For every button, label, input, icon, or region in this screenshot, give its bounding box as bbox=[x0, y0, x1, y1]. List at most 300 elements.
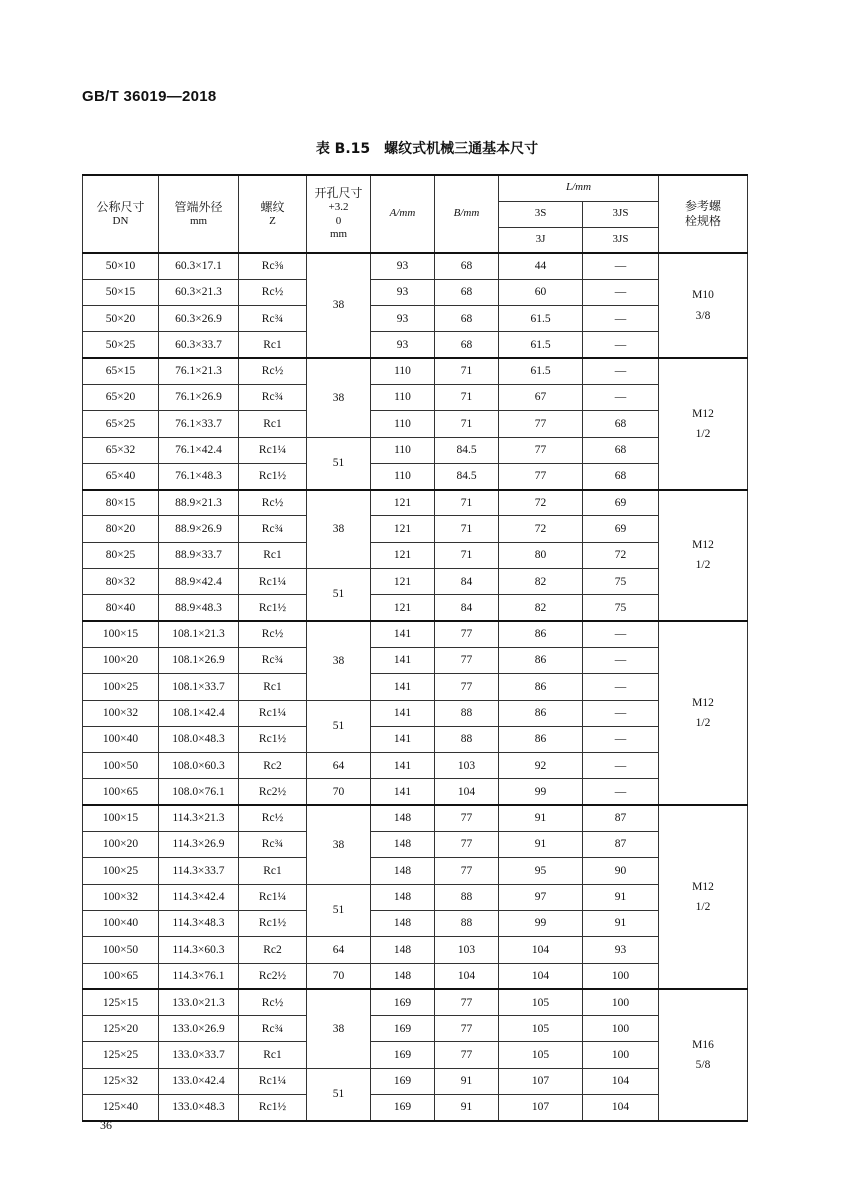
cell-a: 93 bbox=[371, 253, 435, 279]
cell-outer-diameter: 114.3×76.1 bbox=[159, 963, 239, 989]
header-a bbox=[371, 175, 435, 253]
cell-a: 148 bbox=[371, 963, 435, 989]
cell-l-3s: 86 bbox=[499, 647, 583, 673]
bolt-spec: M12 bbox=[692, 407, 714, 420]
cell-l-3js: 69 bbox=[583, 490, 659, 516]
cell-b: 84.5 bbox=[435, 437, 499, 463]
cell-l-3s: 80 bbox=[499, 542, 583, 568]
cell-thread: Rc¾ bbox=[239, 647, 307, 673]
cell-a: 121 bbox=[371, 569, 435, 595]
cell-hole-size: 70 bbox=[307, 963, 371, 989]
cell-outer-diameter: 60.3×33.7 bbox=[159, 332, 239, 358]
header-outer-diameter bbox=[159, 175, 239, 253]
cell-thread: Rc1 bbox=[239, 542, 307, 568]
cell-l-3js: 91 bbox=[583, 910, 659, 936]
cell-b: 77 bbox=[435, 621, 499, 647]
cell-a: 121 bbox=[371, 595, 435, 621]
cell-outer-diameter: 114.3×33.7 bbox=[159, 858, 239, 884]
cell-b: 88 bbox=[435, 700, 499, 726]
cell-a: 121 bbox=[371, 542, 435, 568]
table-row bbox=[83, 490, 748, 516]
cell-b: 71 bbox=[435, 490, 499, 516]
cell-thread: Rc1½ bbox=[239, 463, 307, 489]
cell-a: 141 bbox=[371, 753, 435, 779]
cell-thread: Rc1½ bbox=[239, 726, 307, 752]
cell-dn: 125×32 bbox=[83, 1068, 159, 1094]
table-body bbox=[83, 253, 748, 1121]
cell-a: 110 bbox=[371, 437, 435, 463]
cell-outer-diameter: 88.9×33.7 bbox=[159, 542, 239, 568]
table-row bbox=[83, 1042, 748, 1068]
header-l-3js-top-label: 3JS bbox=[612, 207, 629, 220]
cell-a: 169 bbox=[371, 1068, 435, 1094]
table-row bbox=[83, 542, 748, 568]
table-header bbox=[83, 175, 748, 253]
cell-a: 110 bbox=[371, 411, 435, 437]
cell-thread: Rc¾ bbox=[239, 306, 307, 332]
cell-thread: Rc2½ bbox=[239, 963, 307, 989]
cell-l-3js: 100 bbox=[583, 1042, 659, 1068]
cell-l-3s: 82 bbox=[499, 569, 583, 595]
cell-outer-diameter: 114.3×60.3 bbox=[159, 937, 239, 963]
cell-dn: 50×10 bbox=[83, 253, 159, 279]
cell-l-3s: 99 bbox=[499, 910, 583, 936]
cell-a: 93 bbox=[371, 306, 435, 332]
bolt-spec: M12 bbox=[692, 696, 714, 709]
cell-b: 104 bbox=[435, 963, 499, 989]
cell-bolt bbox=[659, 805, 748, 989]
table-row bbox=[83, 779, 748, 805]
table-row bbox=[83, 674, 748, 700]
cell-l-3js: 72 bbox=[583, 542, 659, 568]
cell-b: 77 bbox=[435, 832, 499, 858]
cell-a: 169 bbox=[371, 1016, 435, 1042]
table-row bbox=[83, 358, 748, 384]
cell-l-3js: 68 bbox=[583, 411, 659, 437]
cell-thread: Rc⅜ bbox=[239, 253, 307, 279]
cell-b: 91 bbox=[435, 1095, 499, 1121]
cell-b: 84 bbox=[435, 595, 499, 621]
header-l-3j bbox=[499, 227, 583, 253]
cell-dn: 125×25 bbox=[83, 1042, 159, 1068]
cell-l-3js: 68 bbox=[583, 463, 659, 489]
table-row bbox=[83, 279, 748, 305]
bolt-spec: M10 bbox=[692, 289, 714, 302]
cell-l-3s: 61.5 bbox=[499, 358, 583, 384]
cell-l-3js: 75 bbox=[583, 569, 659, 595]
table-row bbox=[83, 647, 748, 673]
cell-a: 148 bbox=[371, 832, 435, 858]
cell-a: 110 bbox=[371, 463, 435, 489]
cell-dn: 80×20 bbox=[83, 516, 159, 542]
cell-dn: 50×20 bbox=[83, 306, 159, 332]
cell-b: 103 bbox=[435, 937, 499, 963]
cell-a: 141 bbox=[371, 621, 435, 647]
cell-outer-diameter: 76.1×42.4 bbox=[159, 437, 239, 463]
cell-outer-diameter: 114.3×26.9 bbox=[159, 832, 239, 858]
cell-l-3s: 61.5 bbox=[499, 306, 583, 332]
cell-outer-diameter: 133.0×21.3 bbox=[159, 989, 239, 1015]
cell-outer-diameter: 88.9×42.4 bbox=[159, 569, 239, 595]
cell-l-3s: 72 bbox=[499, 490, 583, 516]
header-l-3s bbox=[499, 201, 583, 227]
cell-l-3js: — bbox=[583, 726, 659, 752]
cell-b: 77 bbox=[435, 858, 499, 884]
bolt-spec: M12 bbox=[692, 539, 714, 552]
cell-b: 77 bbox=[435, 805, 499, 831]
cell-b: 71 bbox=[435, 358, 499, 384]
cell-dn: 65×32 bbox=[83, 437, 159, 463]
cell-l-3js: — bbox=[583, 700, 659, 726]
cell-l-3s: 105 bbox=[499, 1016, 583, 1042]
cell-thread: Rc1¼ bbox=[239, 1068, 307, 1094]
cell-dn: 100×32 bbox=[83, 700, 159, 726]
cell-b: 84.5 bbox=[435, 463, 499, 489]
header-hole-tol-upper: +3.2 bbox=[328, 200, 349, 213]
cell-hole-size: 64 bbox=[307, 753, 371, 779]
cell-l-3s: 86 bbox=[499, 700, 583, 726]
header-bolt bbox=[659, 175, 748, 253]
page-number: 36 bbox=[100, 1118, 112, 1132]
cell-l-3js: 100 bbox=[583, 963, 659, 989]
cell-a: 148 bbox=[371, 884, 435, 910]
bolt-size: 5/8 bbox=[695, 1059, 711, 1072]
table-row bbox=[83, 805, 748, 831]
cell-hole-size: 38 bbox=[307, 621, 371, 700]
cell-outer-diameter: 108.1×21.3 bbox=[159, 621, 239, 647]
cell-outer-diameter: 108.1×26.9 bbox=[159, 647, 239, 673]
cell-l-3s: 92 bbox=[499, 753, 583, 779]
cell-dn: 125×20 bbox=[83, 1016, 159, 1042]
cell-hole-size: 51 bbox=[307, 1068, 371, 1121]
cell-dn: 100×40 bbox=[83, 910, 159, 936]
cell-a: 169 bbox=[371, 1042, 435, 1068]
cell-a: 141 bbox=[371, 779, 435, 805]
table-row bbox=[83, 437, 748, 463]
table-row bbox=[83, 516, 748, 542]
cell-dn: 65×20 bbox=[83, 384, 159, 410]
cell-l-3s: 77 bbox=[499, 437, 583, 463]
cell-dn: 100×50 bbox=[83, 753, 159, 779]
cell-a: 141 bbox=[371, 674, 435, 700]
cell-thread: Rc½ bbox=[239, 805, 307, 831]
bolt-size: 1/2 bbox=[695, 559, 711, 572]
cell-l-3s: 95 bbox=[499, 858, 583, 884]
cell-dn: 100×32 bbox=[83, 884, 159, 910]
header-dn bbox=[83, 175, 159, 253]
cell-a: 93 bbox=[371, 279, 435, 305]
cell-b: 104 bbox=[435, 779, 499, 805]
header-l bbox=[499, 175, 659, 201]
table-row bbox=[83, 411, 748, 437]
cell-b: 77 bbox=[435, 989, 499, 1015]
cell-hole-size: 38 bbox=[307, 358, 371, 437]
cell-l-3js: 69 bbox=[583, 516, 659, 542]
cell-l-3s: 107 bbox=[499, 1095, 583, 1121]
cell-a: 148 bbox=[371, 858, 435, 884]
cell-a: 93 bbox=[371, 332, 435, 358]
cell-bolt bbox=[659, 253, 748, 358]
cell-dn: 100×25 bbox=[83, 674, 159, 700]
header-l-3js-top bbox=[583, 201, 659, 227]
cell-l-3js: 91 bbox=[583, 884, 659, 910]
cell-l-3s: 104 bbox=[499, 937, 583, 963]
cell-l-3js: — bbox=[583, 279, 659, 305]
cell-a: 110 bbox=[371, 358, 435, 384]
cell-b: 84 bbox=[435, 569, 499, 595]
cell-thread: Rc1 bbox=[239, 411, 307, 437]
cell-dn: 65×15 bbox=[83, 358, 159, 384]
header-dn-label: 公称尺寸 bbox=[96, 199, 145, 214]
cell-hole-size: 38 bbox=[307, 989, 371, 1068]
cell-hole-size: 51 bbox=[307, 569, 371, 622]
cell-l-3js: 100 bbox=[583, 1016, 659, 1042]
table-row bbox=[83, 595, 748, 621]
bolt-size: 1/2 bbox=[695, 427, 711, 440]
cell-l-3s: 97 bbox=[499, 884, 583, 910]
cell-outer-diameter: 60.3×17.1 bbox=[159, 253, 239, 279]
cell-dn: 100×20 bbox=[83, 832, 159, 858]
header-od-unit: mm bbox=[189, 214, 208, 227]
cell-l-3s: 72 bbox=[499, 516, 583, 542]
cell-b: 68 bbox=[435, 253, 499, 279]
cell-b: 88 bbox=[435, 910, 499, 936]
cell-dn: 100×65 bbox=[83, 963, 159, 989]
cell-a: 169 bbox=[371, 989, 435, 1015]
cell-l-3s: 91 bbox=[499, 832, 583, 858]
cell-l-3js: — bbox=[583, 306, 659, 332]
cell-a: 148 bbox=[371, 937, 435, 963]
bolt-spec: M16 bbox=[692, 1038, 714, 1051]
cell-l-3s: 107 bbox=[499, 1068, 583, 1094]
cell-l-3js: — bbox=[583, 253, 659, 279]
header-l-3s-label: 3S bbox=[534, 207, 547, 220]
bolt-size: 3/8 bbox=[695, 309, 711, 322]
cell-outer-diameter: 88.9×21.3 bbox=[159, 490, 239, 516]
cell-outer-diameter: 76.1×48.3 bbox=[159, 463, 239, 489]
cell-l-3s: 77 bbox=[499, 411, 583, 437]
cell-l-3js: 87 bbox=[583, 805, 659, 831]
cell-hole-size: 38 bbox=[307, 490, 371, 569]
header-a-label: A/mm bbox=[389, 207, 416, 220]
bolt-spec: M12 bbox=[692, 880, 714, 893]
table-row bbox=[83, 726, 748, 752]
cell-l-3js: 93 bbox=[583, 937, 659, 963]
cell-outer-diameter: 60.3×21.3 bbox=[159, 279, 239, 305]
cell-l-3s: 77 bbox=[499, 463, 583, 489]
cell-thread: Rc1 bbox=[239, 674, 307, 700]
table-row bbox=[83, 753, 748, 779]
cell-outer-diameter: 76.1×33.7 bbox=[159, 411, 239, 437]
cell-dn: 80×15 bbox=[83, 490, 159, 516]
cell-a: 169 bbox=[371, 1095, 435, 1121]
table-row bbox=[83, 1016, 748, 1042]
dimension-table bbox=[82, 174, 748, 1122]
cell-thread: Rc1 bbox=[239, 1042, 307, 1068]
cell-l-3js: 104 bbox=[583, 1068, 659, 1094]
cell-l-3js: — bbox=[583, 647, 659, 673]
cell-bolt bbox=[659, 358, 748, 489]
table-row bbox=[83, 1068, 748, 1094]
header-thread bbox=[239, 175, 307, 253]
table-title: 表 B.15 螺纹式机械三通基本尺寸 bbox=[315, 141, 539, 157]
cell-dn: 100×15 bbox=[83, 805, 159, 831]
table-row bbox=[83, 910, 748, 936]
cell-l-3s: 67 bbox=[499, 384, 583, 410]
header-hole-label: 开孔尺寸 bbox=[314, 185, 363, 200]
cell-thread: Rc¾ bbox=[239, 1016, 307, 1042]
cell-thread: Rc¾ bbox=[239, 384, 307, 410]
cell-dn: 100×15 bbox=[83, 621, 159, 647]
header-hole-size bbox=[307, 175, 371, 253]
header-bolt-line1: 参考螺 bbox=[684, 199, 721, 213]
table-row bbox=[83, 963, 748, 989]
cell-dn: 100×40 bbox=[83, 726, 159, 752]
header-bolt-line2: 栓规格 bbox=[684, 214, 721, 228]
cell-a: 121 bbox=[371, 490, 435, 516]
cell-l-3js: 87 bbox=[583, 832, 659, 858]
cell-thread: Rc½ bbox=[239, 358, 307, 384]
header-thread-label: 螺纹 bbox=[260, 199, 285, 214]
cell-l-3js: 90 bbox=[583, 858, 659, 884]
cell-outer-diameter: 133.0×48.3 bbox=[159, 1095, 239, 1121]
cell-b: 91 bbox=[435, 1068, 499, 1094]
cell-l-3js: — bbox=[583, 779, 659, 805]
cell-outer-diameter: 108.0×48.3 bbox=[159, 726, 239, 752]
header-hole-tol-lower: 0 bbox=[335, 214, 342, 227]
cell-b: 71 bbox=[435, 542, 499, 568]
cell-b: 71 bbox=[435, 516, 499, 542]
cell-thread: Rc2 bbox=[239, 937, 307, 963]
cell-outer-diameter: 108.0×60.3 bbox=[159, 753, 239, 779]
header-hole-unit: mm bbox=[329, 228, 348, 241]
cell-outer-diameter: 108.0×76.1 bbox=[159, 779, 239, 805]
header-od-label: 管端外径 bbox=[174, 199, 223, 214]
table-row bbox=[83, 332, 748, 358]
cell-b: 68 bbox=[435, 279, 499, 305]
cell-outer-diameter: 88.9×26.9 bbox=[159, 516, 239, 542]
cell-thread: Rc½ bbox=[239, 279, 307, 305]
cell-dn: 50×25 bbox=[83, 332, 159, 358]
cell-l-3s: 60 bbox=[499, 279, 583, 305]
cell-a: 110 bbox=[371, 384, 435, 410]
cell-l-3js: — bbox=[583, 332, 659, 358]
cell-l-3js: 75 bbox=[583, 595, 659, 621]
cell-l-3s: 86 bbox=[499, 726, 583, 752]
cell-dn: 100×50 bbox=[83, 937, 159, 963]
cell-b: 71 bbox=[435, 411, 499, 437]
cell-bolt bbox=[659, 621, 748, 805]
cell-hole-size: 51 bbox=[307, 700, 371, 753]
cell-bolt bbox=[659, 989, 748, 1120]
table-row bbox=[83, 700, 748, 726]
cell-thread: Rc1¼ bbox=[239, 569, 307, 595]
cell-dn: 100×20 bbox=[83, 647, 159, 673]
cell-l-3js: — bbox=[583, 358, 659, 384]
cell-l-3s: 104 bbox=[499, 963, 583, 989]
cell-bolt bbox=[659, 490, 748, 621]
cell-dn: 65×40 bbox=[83, 463, 159, 489]
cell-thread: Rc½ bbox=[239, 621, 307, 647]
cell-l-3s: 86 bbox=[499, 621, 583, 647]
cell-b: 71 bbox=[435, 384, 499, 410]
table-row bbox=[83, 463, 748, 489]
cell-b: 77 bbox=[435, 647, 499, 673]
cell-dn: 50×15 bbox=[83, 279, 159, 305]
cell-outer-diameter: 114.3×21.3 bbox=[159, 805, 239, 831]
cell-hole-size: 70 bbox=[307, 779, 371, 805]
cell-dn: 100×65 bbox=[83, 779, 159, 805]
cell-l-3s: 44 bbox=[499, 253, 583, 279]
cell-dn: 80×40 bbox=[83, 595, 159, 621]
cell-a: 141 bbox=[371, 726, 435, 752]
cell-outer-diameter: 76.1×21.3 bbox=[159, 358, 239, 384]
cell-l-3s: 82 bbox=[499, 595, 583, 621]
cell-l-3js: — bbox=[583, 621, 659, 647]
table-row bbox=[83, 384, 748, 410]
cell-outer-diameter: 76.1×26.9 bbox=[159, 384, 239, 410]
cell-a: 148 bbox=[371, 805, 435, 831]
cell-l-3s: 61.5 bbox=[499, 332, 583, 358]
cell-outer-diameter: 114.3×48.3 bbox=[159, 910, 239, 936]
cell-thread: Rc1½ bbox=[239, 595, 307, 621]
standard-code: GB/T 36019—2018 bbox=[82, 88, 217, 105]
cell-thread: Rc¾ bbox=[239, 516, 307, 542]
cell-thread: Rc2 bbox=[239, 753, 307, 779]
cell-a: 121 bbox=[371, 516, 435, 542]
cell-l-3js: 100 bbox=[583, 989, 659, 1015]
cell-outer-diameter: 88.9×48.3 bbox=[159, 595, 239, 621]
cell-b: 88 bbox=[435, 726, 499, 752]
cell-dn: 80×32 bbox=[83, 569, 159, 595]
cell-hole-size: 64 bbox=[307, 937, 371, 963]
cell-outer-diameter: 108.1×42.4 bbox=[159, 700, 239, 726]
header-l-3js-bottom-label: 3JS bbox=[612, 232, 629, 245]
header-l-label: L/mm bbox=[565, 181, 592, 194]
table-row bbox=[83, 306, 748, 332]
dimension-table-container bbox=[82, 174, 747, 1122]
cell-dn: 125×40 bbox=[83, 1095, 159, 1121]
cell-thread: Rc1 bbox=[239, 332, 307, 358]
header-b bbox=[435, 175, 499, 253]
cell-thread: Rc1¼ bbox=[239, 884, 307, 910]
table-row bbox=[83, 858, 748, 884]
bolt-size: 1/2 bbox=[695, 901, 711, 914]
cell-thread: Rc1½ bbox=[239, 910, 307, 936]
cell-l-3s: 105 bbox=[499, 989, 583, 1015]
cell-hole-size: 38 bbox=[307, 253, 371, 358]
table-row bbox=[83, 621, 748, 647]
cell-l-3js: — bbox=[583, 674, 659, 700]
table-row bbox=[83, 832, 748, 858]
cell-l-3js: — bbox=[583, 384, 659, 410]
cell-dn: 100×25 bbox=[83, 858, 159, 884]
table-row bbox=[83, 253, 748, 279]
table-row bbox=[83, 569, 748, 595]
cell-hole-size: 51 bbox=[307, 437, 371, 490]
cell-dn: 65×25 bbox=[83, 411, 159, 437]
cell-b: 77 bbox=[435, 1042, 499, 1068]
table-row bbox=[83, 884, 748, 910]
cell-thread: Rc1½ bbox=[239, 1095, 307, 1121]
cell-dn: 80×25 bbox=[83, 542, 159, 568]
cell-dn: 125×15 bbox=[83, 989, 159, 1015]
cell-hole-size: 51 bbox=[307, 884, 371, 937]
cell-thread: Rc1¼ bbox=[239, 700, 307, 726]
cell-b: 77 bbox=[435, 674, 499, 700]
cell-outer-diameter: 133.0×26.9 bbox=[159, 1016, 239, 1042]
cell-thread: Rc¾ bbox=[239, 832, 307, 858]
